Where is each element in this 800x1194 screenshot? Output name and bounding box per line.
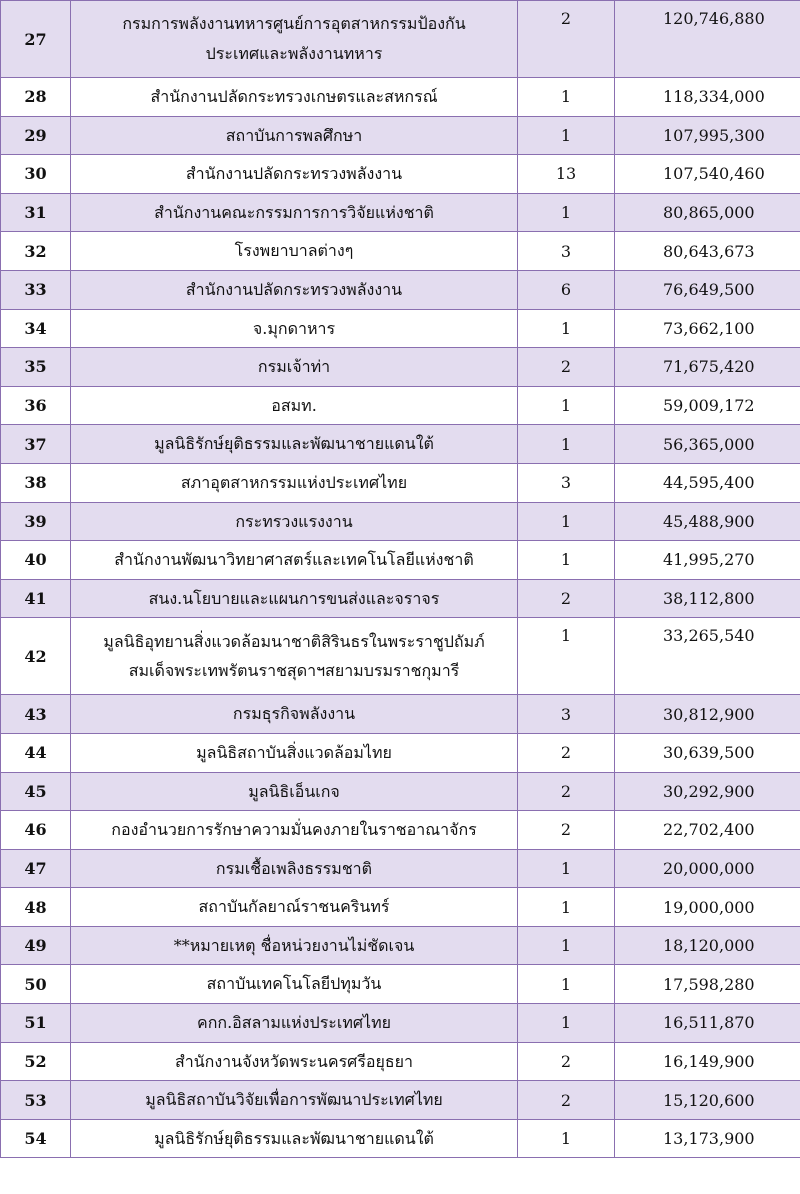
budget-amount-cell: 30,812,900 <box>615 695 800 734</box>
table-row <box>1 579 800 618</box>
row-number-cell: 54 <box>1 1119 71 1158</box>
agency-name-line: มูลนิธิรักษ์ยุติธรรมและพัฒนาชายแดนใต้ <box>154 434 434 454</box>
agency-name-line: มูลนิธิสถาบันสิ่งแวดล้อมไทย <box>196 742 392 762</box>
budget-amount-cell: 107,540,460 <box>615 155 800 194</box>
agency-name-cell <box>71 695 518 734</box>
agency-name-line: มูลนิธิรักษ์ยุติธรรมและพัฒนาชายแดนใต้ <box>154 1128 434 1148</box>
table-row <box>1 733 800 772</box>
budget-amount-cell: 17,598,280 <box>615 965 800 1004</box>
row-number-cell: 39 <box>1 502 71 541</box>
agency-name-line: สำนักงานคณะกรรมการการวิจัยแห่งชาติ <box>154 202 434 222</box>
project-count-cell: 2 <box>518 348 615 387</box>
agency-name-line: ประเทศและพลังงานทหาร <box>205 44 383 63</box>
project-count-cell: 1 <box>518 116 615 155</box>
project-count-cell: 3 <box>518 232 615 271</box>
budget-amount-cell: 19,000,000 <box>615 888 800 927</box>
agency-name-line: สถาบันกัลยาณ์ราชนครินทร์ <box>198 897 390 917</box>
agency-name-line: สำนักงานปลัดกระทรวงเกษตรและสหกรณ์ <box>150 87 438 106</box>
row-number-cell: 38 <box>1 463 71 502</box>
project-count-cell: 1 <box>518 425 615 464</box>
agency-name-line: สำนักงานปลัดกระทรวงพลังงาน <box>185 279 403 299</box>
row-number-cell: 29 <box>1 116 71 155</box>
agency-name-cell <box>71 232 518 271</box>
row-number-cell: 36 <box>1 386 71 425</box>
budget-amount-cell: 80,865,000 <box>615 193 800 232</box>
project-count-cell: 1 <box>518 618 615 695</box>
row-number-cell: 46 <box>1 811 71 850</box>
project-count-cell: 1 <box>518 1004 615 1043</box>
table-row <box>1 155 800 194</box>
agency-name-cell <box>71 463 518 502</box>
project-count-cell: 1 <box>518 965 615 1004</box>
table-row <box>1 348 800 387</box>
table-row <box>1 78 800 117</box>
table-row <box>1 541 800 580</box>
table-row <box>1 386 800 425</box>
budget-amount-cell: 33,265,540 <box>615 618 800 695</box>
table-row <box>1 965 800 1004</box>
agency-name-line: มูลนิธิสถาบันวิจัยเพื่อการพัฒนาประเทศไทย <box>145 1090 443 1110</box>
row-number-cell: 45 <box>1 772 71 811</box>
row-number-cell: 53 <box>1 1081 71 1120</box>
row-number-cell: 52 <box>1 1042 71 1081</box>
budget-amount-cell: 45,488,900 <box>615 502 800 541</box>
table-body <box>1 1 800 1158</box>
budget-amount-cell: 59,009,172 <box>615 386 800 425</box>
project-count-cell: 3 <box>518 695 615 734</box>
project-count-cell: 2 <box>518 579 615 618</box>
table-row <box>1 1042 800 1081</box>
agency-name-line: กรมเชื้อเพลิงธรรมชาติ <box>215 858 373 878</box>
project-count-cell: 2 <box>518 733 615 772</box>
agency-name-line: สภาอุตสาหกรรมแห่งประเทศไทย <box>180 472 408 492</box>
table-row <box>1 502 800 541</box>
agency-name-cell <box>71 849 518 888</box>
agency-name-line: สถาบันเทคโนโลยีปทุมวัน <box>206 974 382 994</box>
row-number-cell: 42 <box>1 618 71 695</box>
table-row <box>1 1004 800 1043</box>
agency-name-cell <box>71 425 518 464</box>
table-row <box>1 116 800 155</box>
agency-name-line: มูลนิธิอุทยานสิ่งแวดล้อมนาชาติสิรินธรในพระราชูปถัมภ์ <box>103 631 485 651</box>
agency-name-line: สนง.นโยบายและแผนการขนส่งและจราจร <box>148 588 440 608</box>
project-count-cell: 1 <box>518 309 615 348</box>
agency-name-cell <box>71 193 518 232</box>
row-number-cell: 31 <box>1 193 71 232</box>
project-count-cell: 2 <box>518 1 615 78</box>
row-number-cell: 49 <box>1 926 71 965</box>
agency-name-cell <box>71 888 518 927</box>
row-number-cell: 50 <box>1 965 71 1004</box>
project-count-cell: 1 <box>518 1119 615 1158</box>
project-count-cell: 1 <box>518 888 615 927</box>
budget-amount-cell: 41,995,270 <box>615 541 800 580</box>
row-number-cell: 30 <box>1 155 71 194</box>
budget-amount-cell: 16,149,900 <box>615 1042 800 1081</box>
row-number-cell: 37 <box>1 425 71 464</box>
agency-name-line: สำนักงานจังหวัดพระนครศรีอยุธยา <box>174 1051 414 1071</box>
agency-name-cell <box>71 541 518 580</box>
budget-amount-cell: 20,000,000 <box>615 849 800 888</box>
budget-amount-cell: 13,173,900 <box>615 1119 800 1158</box>
project-count-cell: 13 <box>518 155 615 194</box>
row-number-cell: 43 <box>1 695 71 734</box>
budget-amount-cell: 71,675,420 <box>615 348 800 387</box>
agency-name-line: สำนักงานพัฒนาวิทยาศาสตร์และเทคโนโลยีแห่งชาติ <box>114 550 474 570</box>
agency-name-line: มูลนิธิเอ็นเกจ <box>248 781 340 801</box>
agency-name-cell <box>71 270 518 309</box>
row-number-cell: 44 <box>1 733 71 772</box>
agency-name-cell <box>71 1081 518 1120</box>
budget-amount-cell: 30,292,900 <box>615 772 800 811</box>
agency-name-line: คกก.อิสลามแห่งประเทศไทย <box>196 1013 392 1033</box>
agency-name-cell <box>71 386 518 425</box>
budget-amount-cell: 30,639,500 <box>615 733 800 772</box>
table-row <box>1 926 800 965</box>
agency-name-line: โรงพยาบาลต่างๆ <box>234 241 354 261</box>
agency-name-cell <box>71 1004 518 1043</box>
project-count-cell: 2 <box>518 1081 615 1120</box>
agency-name-line: สถาบันการพลศึกษา <box>225 125 363 145</box>
table-row <box>1 695 800 734</box>
table-row <box>1 1 800 78</box>
agency-name-cell <box>71 155 518 194</box>
agency-name-line: อสมท. <box>271 395 317 415</box>
budget-amount-cell: 18,120,000 <box>615 926 800 965</box>
agency-name-line: กรมเจ้าท่า <box>257 357 331 377</box>
project-count-cell: 2 <box>518 811 615 850</box>
agency-name-cell <box>71 733 518 772</box>
table-row <box>1 425 800 464</box>
project-count-cell: 1 <box>518 926 615 965</box>
project-count-cell: 1 <box>518 386 615 425</box>
row-number-cell: 27 <box>1 1 71 78</box>
agency-name-cell <box>71 1042 518 1081</box>
agency-name-line: **หมายเหตุ ชื่อหน่วยงานไม่ชัดเจน <box>173 935 415 955</box>
agency-name-cell <box>71 811 518 850</box>
agency-name-cell <box>71 926 518 965</box>
table-row <box>1 811 800 850</box>
row-number-cell: 33 <box>1 270 71 309</box>
budget-amount-cell: 22,702,400 <box>615 811 800 850</box>
budget-amount-cell: 73,662,100 <box>615 309 800 348</box>
row-number-cell: 51 <box>1 1004 71 1043</box>
budget-amount-cell: 15,120,600 <box>615 1081 800 1120</box>
table-row <box>1 309 800 348</box>
row-number-cell: 47 <box>1 849 71 888</box>
agency-name-cell <box>71 116 518 155</box>
project-count-cell: 2 <box>518 772 615 811</box>
project-count-cell: 6 <box>518 270 615 309</box>
project-count-cell: 3 <box>518 463 615 502</box>
agency-name-cell <box>71 348 518 387</box>
table-row <box>1 463 800 502</box>
table-row <box>1 849 800 888</box>
agency-name-cell <box>71 579 518 618</box>
agency-name-line: กรมการพลังงานทหารศูนย์การอุตสาหกรรมป้องกัน <box>122 14 466 34</box>
project-count-cell: 1 <box>518 541 615 580</box>
table-row <box>1 618 800 695</box>
budget-amount-cell: 56,365,000 <box>615 425 800 464</box>
agency-name-cell <box>71 309 518 348</box>
budget-amount-cell: 16,511,870 <box>615 1004 800 1043</box>
agency-name-cell <box>71 1 518 78</box>
agency-name-line: กองอำนวยการรักษาความมั่นคงภายในราชอาณาจักร <box>111 820 477 840</box>
row-number-cell: 40 <box>1 541 71 580</box>
project-count-cell: 1 <box>518 849 615 888</box>
project-count-cell: 1 <box>518 193 615 232</box>
table-row <box>1 1081 800 1120</box>
table-row <box>1 1119 800 1158</box>
budget-amount-cell: 76,649,500 <box>615 270 800 309</box>
row-number-cell: 41 <box>1 579 71 618</box>
agency-name-line: กระทรวงแรงงาน <box>235 511 353 531</box>
project-count-cell: 1 <box>518 502 615 541</box>
agency-name-cell <box>71 502 518 541</box>
row-number-cell: 35 <box>1 348 71 387</box>
budget-amount-cell: 107,995,300 <box>615 116 800 155</box>
table-row <box>1 888 800 927</box>
row-number-cell: 32 <box>1 232 71 271</box>
row-number-cell: 28 <box>1 78 71 117</box>
budget-amount-cell: 118,334,000 <box>615 78 800 117</box>
agency-name-line: สำนักงานปลัดกระทรวงพลังงาน <box>185 164 403 184</box>
table-row <box>1 193 800 232</box>
agency-name-cell <box>71 78 518 117</box>
agency-name-cell <box>71 965 518 1004</box>
budget-amount-cell: 38,112,800 <box>615 579 800 618</box>
budget-amount-cell: 120,746,880 <box>615 1 800 78</box>
table-row <box>1 772 800 811</box>
table-row <box>1 232 800 271</box>
row-number-cell: 34 <box>1 309 71 348</box>
agency-name-cell <box>71 1119 518 1158</box>
budget-amount-cell: 44,595,400 <box>615 463 800 502</box>
agency-name-cell <box>71 772 518 811</box>
row-number-cell: 48 <box>1 888 71 927</box>
agency-name-line: สมเด็จพระเทพรัตนราชสุดาฯสยามบรมราชกุมารี <box>128 661 460 681</box>
agency-name-cell <box>71 618 518 695</box>
agency-name-line: จ.มุกดาหาร <box>252 318 336 338</box>
budget-amount-cell: 80,643,673 <box>615 232 800 271</box>
project-count-cell: 1 <box>518 78 615 117</box>
agency-name-line: กรมธุรกิจพลังงาน <box>232 704 356 724</box>
project-count-cell: 2 <box>518 1042 615 1081</box>
table-row <box>1 270 800 309</box>
